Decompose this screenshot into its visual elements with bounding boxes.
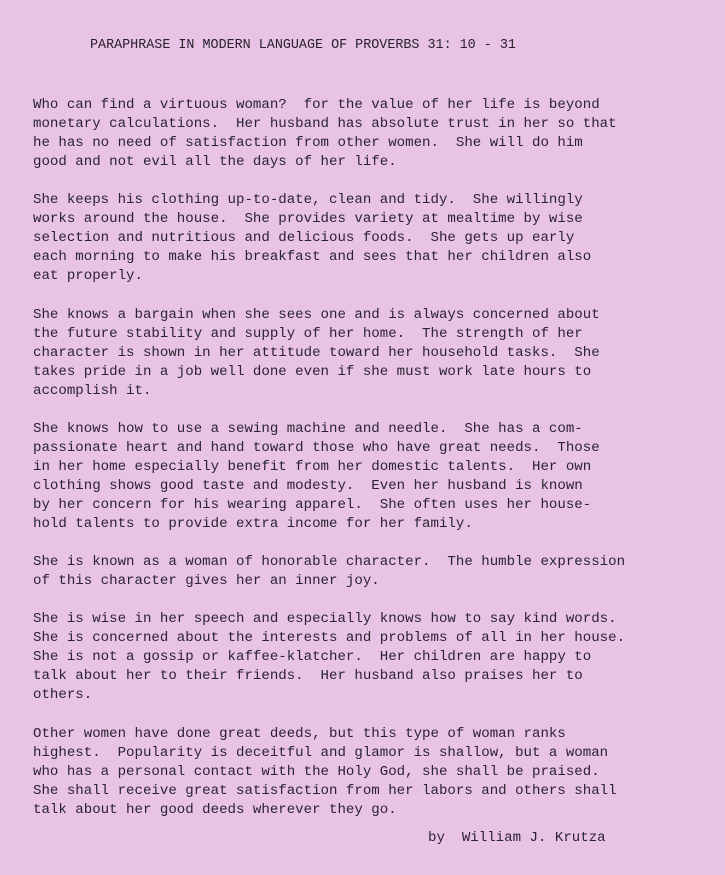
text-line: She shall receive great satisfaction from her labors and others shall	[33, 783, 617, 799]
text-line: he has no need of satisfaction from other women. She will do him	[33, 135, 583, 151]
text-line: monetary calculations. Her husband has absolute trust in her so that	[33, 116, 617, 132]
text-line: Other women have done great deeds, but this type of woman ranks	[33, 726, 566, 742]
text-line: She keeps his clothing up-to-date, clean and tidy. She willingly	[33, 192, 583, 208]
text-line: others.	[33, 687, 93, 703]
paragraph-1	[33, 96, 723, 172]
text-line: eat properly.	[33, 268, 143, 284]
text-line: highest. Popularity is deceitful and glamor is shallow, but a woman	[33, 745, 609, 761]
page-title: PARAPHRASE IN MODERN LANGUAGE OF PROVERBS 31: 10 - 31	[90, 38, 516, 53]
text-line: passionate heart and hand toward those who have great needs. Those	[33, 440, 600, 456]
text-line: She is wise in her speech and especially knows how to say kind words.	[33, 611, 617, 627]
text-line: She knows a bargain when she sees one and is always concerned about	[33, 307, 600, 323]
text-line: clothing shows good taste and modesty. Even her husband is known	[33, 478, 583, 494]
text-line: She is concerned about the interests and problems of all in her house.	[33, 630, 626, 646]
text-line: Who can find a virtuous woman? for the value of her life is beyond	[33, 97, 600, 113]
text-line: She knows how to use a sewing machine and needle. She has a com-	[33, 421, 583, 437]
text-line: by her concern for his wearing apparel. She often uses her house-	[33, 497, 592, 513]
author-byline: by William J. Krutza	[428, 830, 606, 846]
paragraph-7	[33, 725, 723, 820]
paragraph-5	[33, 553, 723, 591]
paragraph-3	[33, 306, 723, 401]
text-line: selection and nutritious and delicious foods. She gets up early	[33, 230, 575, 246]
text-line: good and not evil all the days of her life.	[33, 154, 397, 170]
paragraph-6	[33, 610, 723, 705]
text-line: of this character gives her an inner joy.	[33, 573, 380, 589]
text-line: She is known as a woman of honorable character. The humble expression	[33, 554, 626, 570]
text-line: takes pride in a job well done even if she must work late hours to	[33, 364, 592, 380]
paragraph-4	[33, 420, 723, 534]
text-line: character is shown in her attitude toward her household tasks. She	[33, 345, 600, 361]
text-line: talk about her to their friends. Her husband also praises her to	[33, 668, 583, 684]
text-line: the future stability and supply of her home. The strength of her	[33, 326, 583, 342]
text-line: hold talents to provide extra income for her family.	[33, 516, 473, 532]
text-line: in her home especially benefit from her domestic talents. Her own	[33, 459, 592, 475]
text-line: talk about her good deeds wherever they go.	[33, 802, 397, 818]
text-line: who has a personal contact with the Holy God, she shall be praised.	[33, 764, 600, 780]
text-line: accomplish it.	[33, 383, 152, 399]
text-line: She is not a gossip or kaffee-klatcher. Her children are happy to	[33, 649, 592, 665]
text-line: works around the house. She provides variety at mealtime by wise	[33, 211, 583, 227]
text-line: each morning to make his breakfast and sees that her children also	[33, 249, 592, 265]
paragraph-2	[33, 191, 723, 286]
